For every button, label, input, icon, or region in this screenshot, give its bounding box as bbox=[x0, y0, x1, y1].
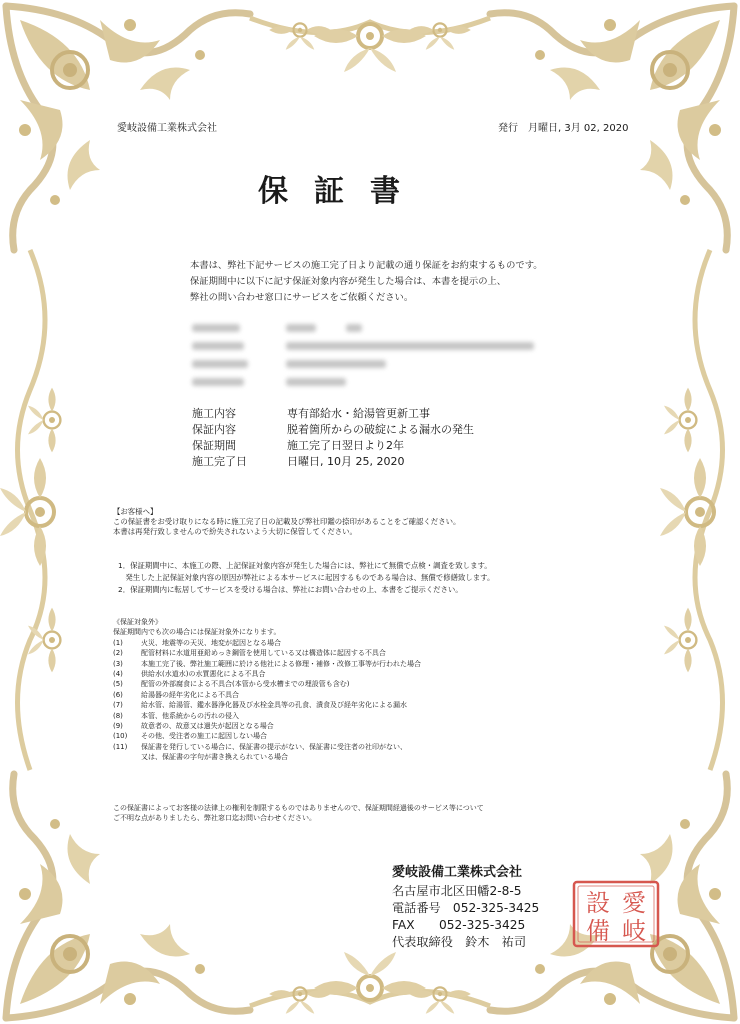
spec-value: 脱着箇所からの破綻による漏水の発生 bbox=[287, 423, 474, 436]
exclusion-item: (8) 本管、他系統からの汚れの侵入 bbox=[113, 711, 239, 720]
spec-label: 保証期間 bbox=[192, 439, 236, 452]
issue-date: 発行 月曜日, 3月 02, 2020 bbox=[498, 123, 629, 134]
exclusion-item: (3) 本施工完了後、弊社施工範囲に於ける他社による修理・補修・改修工事等が行われた場合 bbox=[113, 659, 421, 668]
spec-label: 施工内容 bbox=[192, 407, 236, 420]
exclusion-item: (7) 給水管、給湯管、鑑水器浄化器及び水栓金具等の孔食、潰食及び経年劣化による漏水 bbox=[113, 701, 407, 710]
intro-line: 弊社の問い合わせ窓口にサービスをご依頼ください。 bbox=[190, 292, 414, 303]
company-fax: FAX 052-325-3425 bbox=[392, 918, 526, 932]
company-tel: 電話番号 052-325-3425 bbox=[392, 901, 540, 915]
company-representative: 代表取締役 鈴木 祐司 bbox=[392, 935, 527, 949]
exclusion-item: (2) 配管材料に水道用亜鉛めっき鋼管を使用している又は構造体に起因する不具合 bbox=[113, 649, 386, 658]
intro-text bbox=[190, 258, 543, 306]
notice-heading: 【お客様へ】 bbox=[113, 507, 158, 516]
warranty-terms bbox=[118, 560, 494, 596]
intro-line: 保証期間中に以下に記す保証対象内容が発生した場合は、本書を提示の上、 bbox=[190, 276, 507, 287]
notice-line: この保証書をお受け取りになる時に施工完了日の記載及び弊社印鑑の捺印があることをご確認ください。 bbox=[113, 517, 461, 526]
term-line: 発生した上記保証対象内容の原因が弊社による本サービスに起因するものである場合は、無償で修繕致します。 bbox=[118, 573, 495, 582]
svg-text:岐: 岐 bbox=[622, 917, 646, 945]
exclusion-item: 又は、保証書の字句が書き換えられている場合 bbox=[141, 753, 288, 762]
spec-label: 施工完了日 bbox=[192, 455, 247, 468]
company-name: 愛岐設備工業株式会社 bbox=[392, 865, 523, 880]
exclusion-item: (10) その他、受注者の施工に起因しない場合 bbox=[113, 732, 267, 741]
company-block bbox=[392, 864, 539, 951]
term-line: 1．保証期間中に、本施工の際、上記保証対象内容が発生した場合には、弊社にて無償で点検・調査を致します。 bbox=[118, 561, 492, 570]
spec-label: 保証内容 bbox=[192, 423, 236, 436]
company-seal-stamp bbox=[572, 880, 660, 948]
exclusion-item: (11) 保証書を発行している場合に、保証書の提示がない、保証書に受注者の社印がない、 bbox=[113, 742, 407, 751]
issuer-company: 愛岐設備工業株式会社 bbox=[117, 123, 217, 134]
term-line: 2．保証期間内に転居してサービスを受ける場合は、弊社にお問い合わせの上、本書をご提示ください。 bbox=[118, 585, 463, 594]
exclusion-item: (6) 給湯器の経年劣化による不具合 bbox=[113, 690, 239, 699]
company-address: 名古屋市北区田幡2-8-5 bbox=[392, 884, 522, 898]
customer-notice bbox=[113, 507, 460, 537]
spec-value: 施工完了日翌日より2年 bbox=[287, 439, 404, 452]
footer-note-line: ご不明な点がありましたら、弊社窓口迄お問い合わせください。 bbox=[113, 814, 316, 823]
exclusion-item: (5) 配管の外部腐食による不具合(本管から受水槽までの埋設管も含む) bbox=[113, 680, 350, 689]
exclusion-item: (1) 火災、地震等の天災、地変が起因となる場合 bbox=[113, 638, 281, 647]
document-title: 保証書 bbox=[258, 174, 426, 209]
exclusion-item: (4) 供給水(水道水)の水質悪化による不具合 bbox=[113, 670, 266, 679]
footer-note bbox=[113, 803, 484, 824]
svg-text:愛: 愛 bbox=[622, 889, 646, 917]
exclusions-heading: 《保証対象外》 bbox=[113, 618, 162, 626]
intro-line: 本書は、弊社下記サービスの施工完了日より記載の通り保証をお約束するものです。 bbox=[190, 260, 543, 271]
spec-value: 日曜日, 10月 25, 2020 bbox=[287, 455, 405, 468]
exclusions-intro: 保証期間内でも次の場合には保証対象外になります。 bbox=[113, 628, 281, 637]
notice-line: 本書は再発行致しませんので紛失されないよう大切に保管してください。 bbox=[113, 527, 357, 536]
exclusion-item: (9) 故意者の、故意又は過失が起因となる場合 bbox=[113, 722, 274, 731]
svg-text:設: 設 bbox=[586, 889, 610, 917]
spec-value: 専有部給水・給湯管更新工事 bbox=[287, 407, 430, 420]
footer-note-line: この保証書によってお客様の法律上の権利を制限するものではありませんので、保証期間経過後のサービス等について bbox=[113, 804, 484, 812]
exclusions-section bbox=[113, 617, 421, 763]
exclusion-list bbox=[113, 638, 421, 763]
svg-text:備: 備 bbox=[586, 917, 610, 945]
